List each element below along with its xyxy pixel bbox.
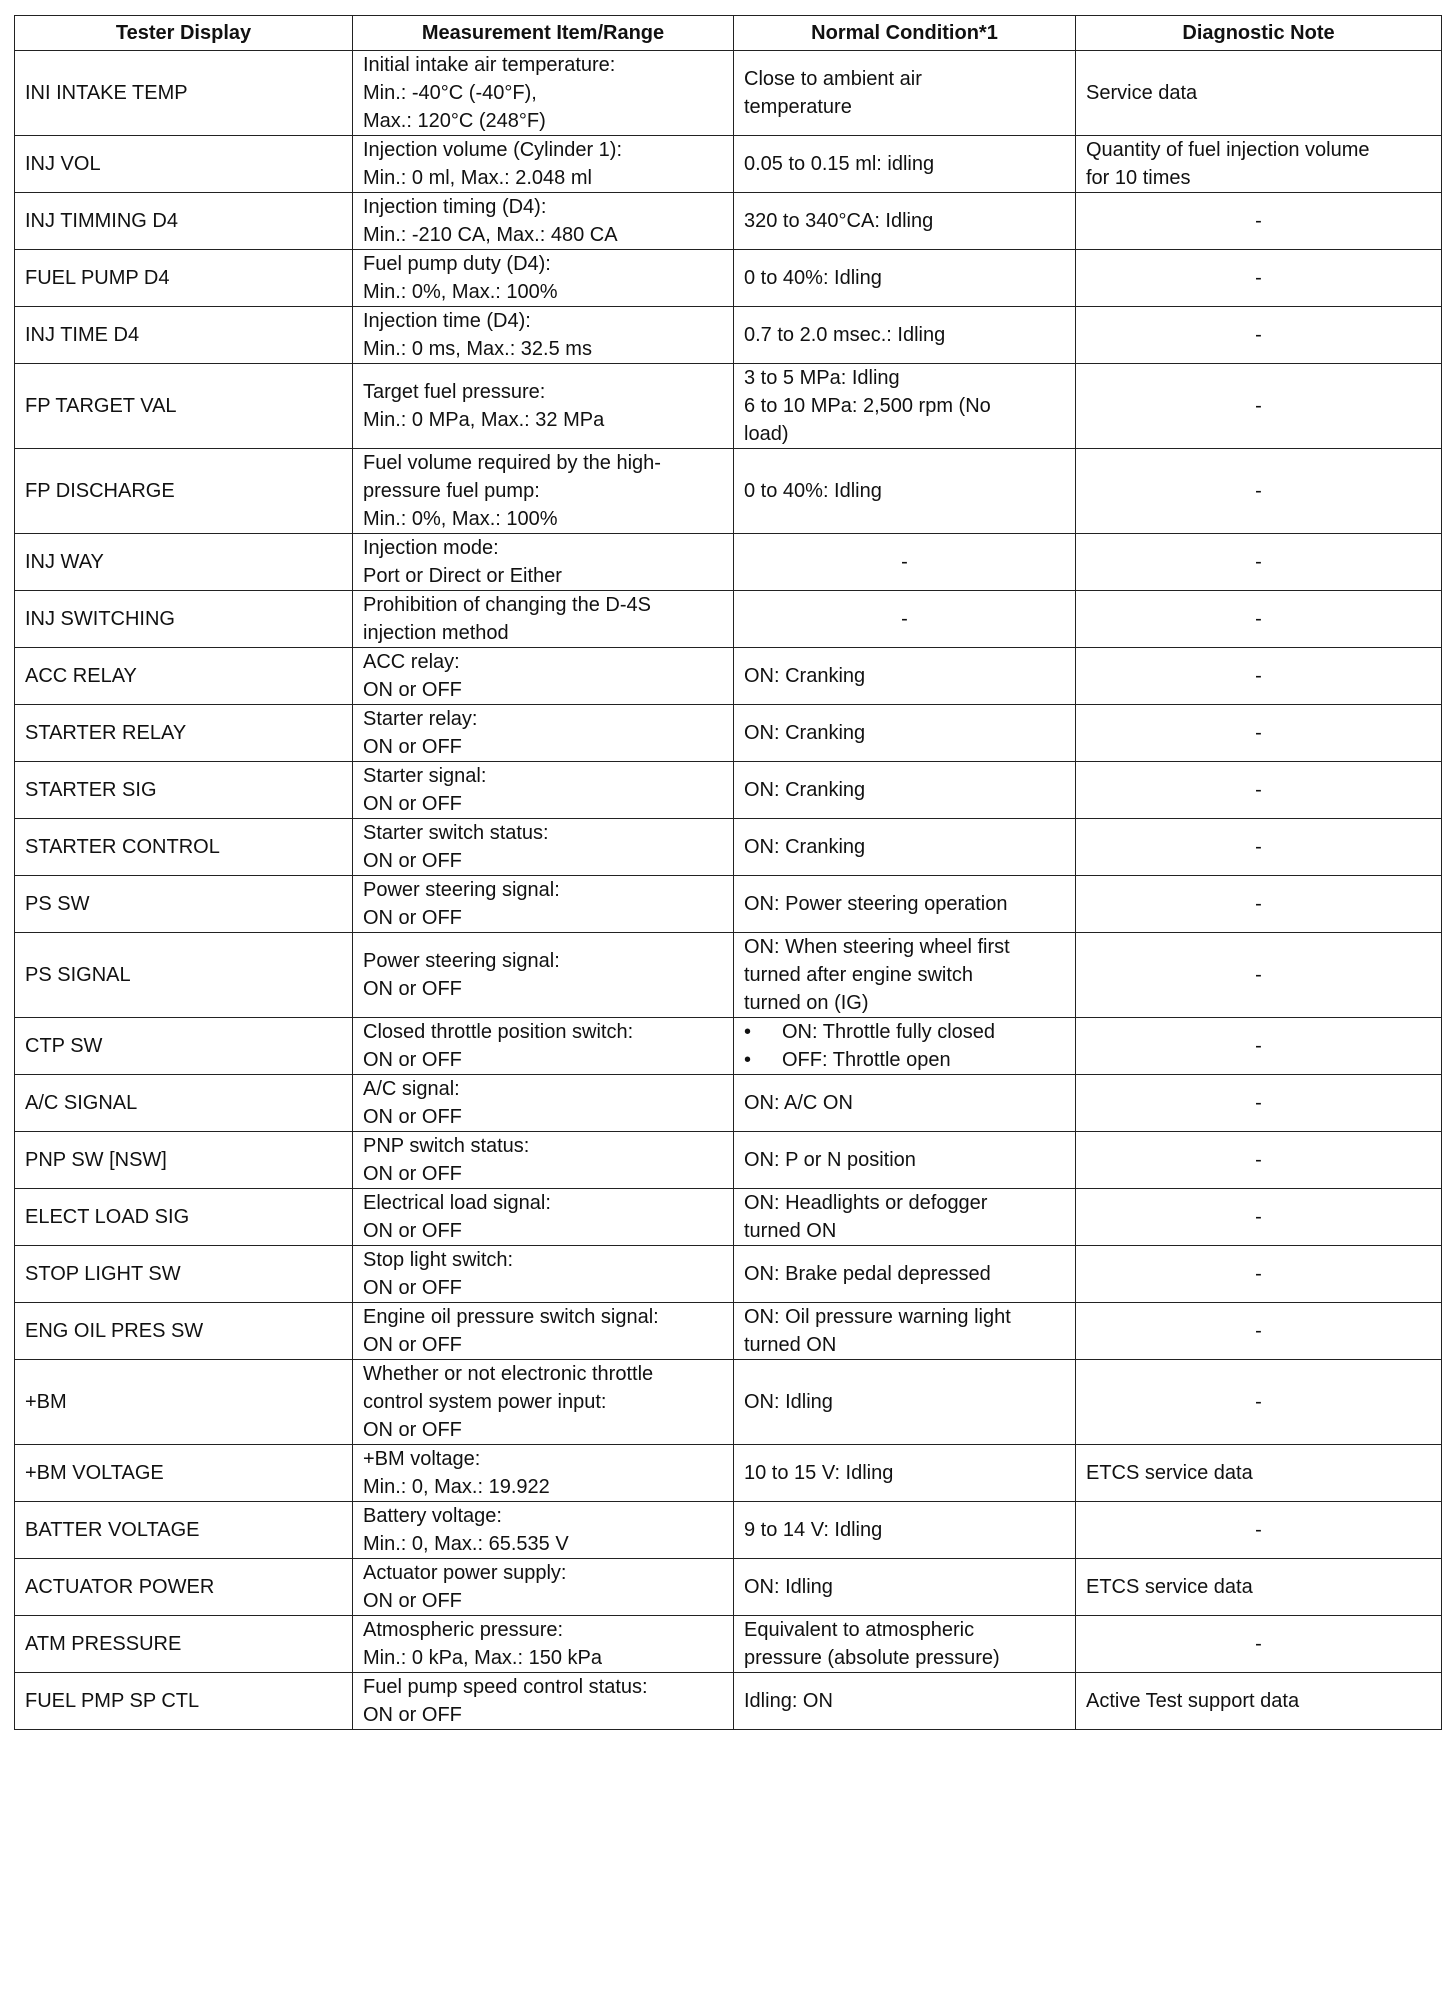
measurement-line: Starter switch status: [363,822,549,844]
diagnostic-note-line: - [1255,395,1262,417]
cell-diagnostic-note [1076,591,1442,648]
normal-condition-line: Equivalent to atmospheric [744,1619,975,1641]
measurement-line: ON or OFF [363,1163,462,1185]
cell-tester-display: INJ WAY [15,534,353,591]
normal-condition-line: 6 to 10 MPa: 2,500 rpm (No [744,395,991,417]
cell-normal-condition [734,250,1076,307]
measurement-line: Min.: 0, Max.: 65.535 V [363,1533,569,1555]
diagnostic-note-line: Active Test support data [1086,1690,1300,1712]
cell-normal-condition [734,1018,1076,1075]
cell-normal-condition [734,876,1076,933]
diagnostic-note-line: ETCS service data [1086,1462,1253,1484]
measurement-line: Min.: 0%, Max.: 100% [363,508,558,530]
table-row [15,591,1442,648]
table-row [15,136,1442,193]
cell-measurement-item [353,534,734,591]
table-row [15,364,1442,449]
diagnostic-note-line: - [1255,1633,1262,1655]
cell-normal-condition [734,307,1076,364]
cell-measurement-item [353,1075,734,1132]
normal-condition-line: Idling: ON [744,1690,833,1712]
cell-diagnostic-note [1076,1018,1442,1075]
cell-measurement-item [353,364,734,449]
measurement-line: ON or OFF [363,1106,462,1128]
table-row [15,449,1442,534]
cell-tester-display: INJ TIMMING D4 [15,193,353,250]
cell-measurement-item [353,1445,734,1502]
measurement-line: ON or OFF [363,679,462,701]
measurement-line: Closed throttle position switch: [363,1021,634,1043]
normal-condition-line: load) [744,423,789,445]
diagnostic-note-line: - [1255,1320,1262,1342]
cell-tester-display: FUEL PUMP D4 [15,250,353,307]
cell-measurement-item [353,193,734,250]
measurement-line: control system power input: [363,1391,607,1413]
measurement-line: +BM voltage: [363,1448,481,1470]
diagnostic-note-line: - [1255,1035,1262,1057]
cell-normal-condition [734,1189,1076,1246]
cell-normal-condition [734,449,1076,534]
normal-condition-line: ON: Brake pedal depressed [744,1263,991,1285]
cell-tester-display: FP DISCHARGE [15,449,353,534]
measurement-line: Injection time (D4): [363,310,531,332]
cell-diagnostic-note [1076,1616,1442,1673]
bullet-text: ON: Throttle fully closed [782,1021,996,1043]
normal-condition-line: pressure (absolute pressure) [744,1647,1000,1669]
normal-condition-line: turned after engine switch [744,964,974,986]
cell-diagnostic-note [1076,705,1442,762]
cell-normal-condition [734,1246,1076,1303]
cell-diagnostic-note [1076,250,1442,307]
diagnostic-note-line: - [1255,267,1262,289]
cell-normal-condition [734,648,1076,705]
diagnostic-note-line: ETCS service data [1086,1576,1253,1598]
header-measurement-item: Measurement Item/Range [353,16,734,51]
measurement-line: ON or OFF [363,736,462,758]
cell-measurement-item [353,648,734,705]
measurement-line: ON or OFF [363,1334,462,1356]
cell-diagnostic-note [1076,1303,1442,1360]
diagnostic-note-line: Quantity of fuel injection volume [1086,139,1370,161]
diagnostic-note-line: - [1255,1206,1262,1228]
measurement-line: Min.: 0%, Max.: 100% [363,281,558,303]
cell-diagnostic-note [1076,1189,1442,1246]
cell-normal-condition [734,591,1076,648]
cell-tester-display: +BM VOLTAGE [15,1445,353,1502]
cell-diagnostic-note [1076,933,1442,1018]
cell-measurement-item [353,1559,734,1616]
normal-condition-line: ON: Power steering operation [744,893,1008,915]
normal-condition-line: ON: Idling [744,1391,833,1413]
cell-tester-display: STARTER RELAY [15,705,353,762]
normal-condition-line: ON: Cranking [744,665,866,687]
cell-diagnostic-note [1076,534,1442,591]
cell-measurement-item [353,591,734,648]
measurement-line: Prohibition of changing the D-4S [363,594,651,616]
normal-condition-line: 0 to 40%: Idling [744,480,882,502]
cell-normal-condition [734,1075,1076,1132]
cell-diagnostic-note [1076,136,1442,193]
table-row [15,1559,1442,1616]
diagnostic-note-line: - [1255,480,1262,502]
cell-normal-condition [734,1559,1076,1616]
measurement-line: pressure fuel pump: [363,480,540,502]
cell-measurement-item [353,250,734,307]
measurement-line: Whether or not electronic throttle [363,1363,654,1385]
measurement-line: A/C signal: [363,1078,460,1100]
measurement-line: Initial intake air temperature: [363,54,616,76]
measurement-line: Battery voltage: [363,1505,502,1527]
measurement-line: Min.: 0 kPa, Max.: 150 kPa [363,1647,602,1669]
table-row [15,1132,1442,1189]
cell-diagnostic-note [1076,193,1442,250]
normal-condition-line: ON: Oil pressure warning light [744,1306,1011,1328]
diagnostic-note-line: - [1255,324,1262,346]
normal-condition-line: ON: A/C ON [744,1092,853,1114]
measurement-line: Fuel pump speed control status: [363,1676,648,1698]
cell-diagnostic-note [1076,648,1442,705]
measurement-line: Power steering signal: [363,879,560,901]
cell-normal-condition [734,1502,1076,1559]
measurement-line: Port or Direct or Either [363,565,562,587]
measurement-line: Fuel pump duty (D4): [363,253,551,275]
cell-diagnostic-note [1076,1075,1442,1132]
header-tester-display: Tester Display [15,16,353,51]
normal-condition-line: ON: Cranking [744,722,866,744]
cell-diagnostic-note [1076,51,1442,136]
normal-condition-line: 0 to 40%: Idling [744,267,882,289]
cell-measurement-item [353,449,734,534]
table-row [15,51,1442,136]
diagnostic-note-line: - [1255,1519,1262,1541]
table-row [15,534,1442,591]
diagnostic-note-line: - [1255,1149,1262,1171]
table-row [15,876,1442,933]
normal-condition-line: 10 to 15 V: Idling [744,1462,894,1484]
table-row [15,1018,1442,1075]
cell-normal-condition [734,1360,1076,1445]
header-normal-condition: Normal Condition*1 [734,16,1076,51]
table-body [15,51,1442,1730]
table-row [15,933,1442,1018]
cell-tester-display: ATM PRESSURE [15,1616,353,1673]
measurement-line: Injection volume (Cylinder 1): [363,139,622,161]
measurement-line: ON or OFF [363,907,462,929]
normal-condition-line: ON: P or N position [744,1149,916,1171]
diagnostic-note-line: - [1255,836,1262,858]
cell-normal-condition [734,364,1076,449]
cell-diagnostic-note [1076,819,1442,876]
cell-tester-display: BATTER VOLTAGE [15,1502,353,1559]
cell-diagnostic-note [1076,1559,1442,1616]
normal-condition-line: 0.05 to 0.15 ml: idling [744,153,935,175]
cell-diagnostic-note [1076,1360,1442,1445]
normal-condition-line: ON: Headlights or defogger [744,1192,988,1214]
measurement-line: Starter signal: [363,765,487,787]
table-row [15,1075,1442,1132]
bullet-icon: • [744,1021,752,1043]
cell-tester-display: STARTER SIG [15,762,353,819]
cell-normal-condition [734,1616,1076,1673]
diagnostic-note-line: - [1255,964,1262,986]
cell-normal-condition [734,1445,1076,1502]
normal-condition-line: turned ON [744,1220,837,1242]
diagnostic-note-line: - [1255,1263,1262,1285]
cell-normal-condition [734,933,1076,1018]
measurement-line: PNP switch status: [363,1135,530,1157]
table-row [15,762,1442,819]
data-list-table [14,15,1442,1730]
measurement-line: Max.: 120°C (248°F) [363,110,546,132]
cell-measurement-item [353,1303,734,1360]
diagnostic-note-line: - [1255,1092,1262,1114]
cell-tester-display: INJ TIME D4 [15,307,353,364]
diagnostic-note-line: - [1255,210,1262,232]
normal-condition-line: - [901,551,908,573]
table-row [15,648,1442,705]
table-row [15,1189,1442,1246]
normal-condition-line: ON: Cranking [744,836,866,858]
cell-diagnostic-note [1076,449,1442,534]
cell-diagnostic-note [1076,1445,1442,1502]
cell-normal-condition [734,136,1076,193]
measurement-line: Min.: 0 MPa, Max.: 32 MPa [363,409,605,431]
measurement-line: ON or OFF [363,1419,462,1441]
cell-normal-condition [734,51,1076,136]
measurement-line: injection method [363,622,509,644]
cell-tester-display: FP TARGET VAL [15,364,353,449]
measurement-line: ON or OFF [363,1220,462,1242]
measurement-line: ON or OFF [363,850,462,872]
cell-measurement-item [353,1189,734,1246]
measurement-line: Power steering signal: [363,950,560,972]
measurement-line: ACC relay: [363,651,460,673]
cell-normal-condition [734,705,1076,762]
measurement-line: ON or OFF [363,1277,462,1299]
measurement-line: Min.: -40°C (-40°F), [363,82,537,104]
cell-tester-display: ACTUATOR POWER [15,1559,353,1616]
normal-condition-line: 320 to 340°CA: Idling [744,210,934,232]
cell-diagnostic-note [1076,307,1442,364]
cell-measurement-item [353,1673,734,1730]
measurement-line: Min.: 0 ms, Max.: 32.5 ms [363,338,592,360]
cell-normal-condition [734,762,1076,819]
cell-normal-condition [734,1303,1076,1360]
measurement-line: Injection mode: [363,537,499,559]
diagnostic-note-line: Service data [1086,82,1198,104]
cell-measurement-item [353,1246,734,1303]
cell-tester-display: CTP SW [15,1018,353,1075]
cell-measurement-item [353,819,734,876]
cell-normal-condition [734,534,1076,591]
cell-tester-display: STOP LIGHT SW [15,1246,353,1303]
measurement-line: Min.: 0, Max.: 19.922 [363,1476,550,1498]
table-row [15,705,1442,762]
header-diagnostic-note: Diagnostic Note [1076,16,1442,51]
cell-measurement-item [353,1132,734,1189]
cell-measurement-item [353,1616,734,1673]
measurement-line: Fuel volume required by the high- [363,452,661,474]
cell-tester-display: STARTER CONTROL [15,819,353,876]
table-row [15,1616,1442,1673]
table-row [15,1360,1442,1445]
table-row [15,1502,1442,1559]
table-row [15,1303,1442,1360]
normal-condition-line: - [901,608,908,630]
measurement-line: ON or OFF [363,793,462,815]
measurement-line: Target fuel pressure: [363,381,546,403]
cell-tester-display: PS SIGNAL [15,933,353,1018]
cell-measurement-item [353,307,734,364]
cell-diagnostic-note [1076,876,1442,933]
cell-measurement-item [353,876,734,933]
normal-condition-line: ON: Cranking [744,779,866,801]
measurement-line: Injection timing (D4): [363,196,547,218]
normal-condition-line: turned ON [744,1334,837,1356]
normal-condition-line: 3 to 5 MPa: Idling [744,367,900,389]
table-row [15,1445,1442,1502]
measurement-line: ON or OFF [363,1049,462,1071]
table-row [15,250,1442,307]
cell-measurement-item [353,762,734,819]
normal-condition-line: turned on (IG) [744,992,869,1014]
bullet-item [744,1046,1065,1074]
measurement-line: ON or OFF [363,978,462,1000]
cell-normal-condition [734,819,1076,876]
bullet-icon: • [744,1049,752,1071]
measurement-line: Atmospheric pressure: [363,1619,564,1641]
normal-condition-line: ON: Idling [744,1576,833,1598]
cell-tester-display: INJ VOL [15,136,353,193]
normal-condition-line: temperature [744,96,852,118]
diagnostic-note-line: - [1255,779,1262,801]
cell-diagnostic-note [1076,762,1442,819]
cell-diagnostic-note [1076,1246,1442,1303]
normal-condition-line: ON: When steering wheel first [744,936,1010,958]
normal-condition-line: 0.7 to 2.0 msec.: Idling [744,324,946,346]
cell-normal-condition [734,1673,1076,1730]
diagnostic-note-line: for 10 times [1086,167,1191,189]
cell-measurement-item [353,1502,734,1559]
cell-diagnostic-note [1076,364,1442,449]
diagnostic-note-line: - [1255,722,1262,744]
cell-tester-display: ACC RELAY [15,648,353,705]
measurement-line: ON or OFF [363,1704,462,1726]
cell-normal-condition [734,1132,1076,1189]
cell-tester-display: PNP SW [NSW] [15,1132,353,1189]
cell-tester-display: INJ SWITCHING [15,591,353,648]
measurement-line: Electrical load signal: [363,1192,551,1214]
cell-tester-display: PS SW [15,876,353,933]
table-row [15,1246,1442,1303]
cell-measurement-item [353,1360,734,1445]
cell-diagnostic-note [1076,1502,1442,1559]
table-row [15,307,1442,364]
cell-normal-condition [734,193,1076,250]
table-row [15,193,1442,250]
normal-condition-line: Close to ambient air [744,68,922,90]
measurement-line: Actuator power supply: [363,1562,567,1584]
cell-tester-display: +BM [15,1360,353,1445]
cell-measurement-item [353,51,734,136]
normal-condition-line: 9 to 14 V: Idling [744,1519,883,1541]
measurement-line: ON or OFF [363,1590,462,1612]
diagnostic-note-line: - [1255,665,1262,687]
measurement-line: Min.: 0 ml, Max.: 2.048 ml [363,167,592,189]
cell-tester-display: ELECT LOAD SIG [15,1189,353,1246]
table-row [15,1673,1442,1730]
measurement-line: Stop light switch: [363,1249,514,1271]
bullet-text: OFF: Throttle open [782,1049,951,1071]
diagnostic-note-line: - [1255,608,1262,630]
cell-measurement-item [353,136,734,193]
document-page [14,15,1441,1730]
cell-diagnostic-note [1076,1673,1442,1730]
cell-diagnostic-note [1076,1132,1442,1189]
measurement-line: Starter relay: [363,708,478,730]
diagnostic-note-line: - [1255,1391,1262,1413]
cell-tester-display: A/C SIGNAL [15,1075,353,1132]
cell-tester-display: INI INTAKE TEMP [15,51,353,136]
measurement-line: Engine oil pressure switch signal: [363,1306,659,1328]
cell-tester-display: FUEL PMP SP CTL [15,1673,353,1730]
diagnostic-note-line: - [1255,893,1262,915]
bullet-item [744,1018,1065,1046]
table-header-row [15,16,1442,51]
cell-measurement-item [353,705,734,762]
cell-tester-display: ENG OIL PRES SW [15,1303,353,1360]
cell-measurement-item [353,933,734,1018]
table-row [15,819,1442,876]
diagnostic-note-line: - [1255,551,1262,573]
cell-measurement-item [353,1018,734,1075]
measurement-line: Min.: -210 CA, Max.: 480 CA [363,224,618,246]
